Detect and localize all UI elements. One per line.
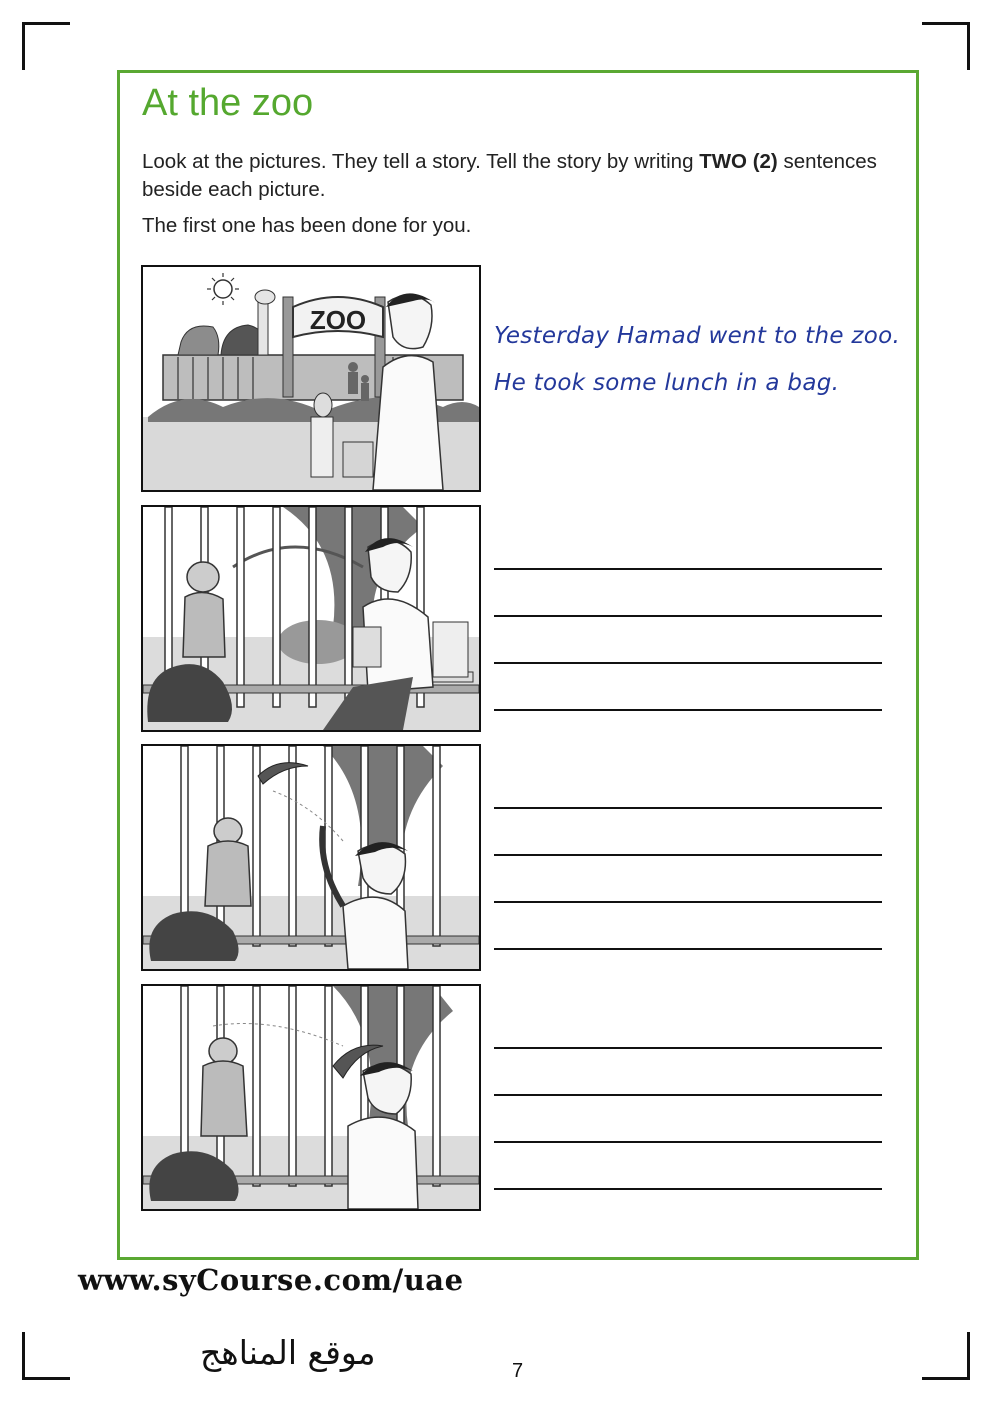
story-picture-3 bbox=[141, 744, 481, 971]
page-number: 7 bbox=[512, 1360, 524, 1382]
instruction-bold: TWO (2) bbox=[699, 150, 778, 173]
answer-line bbox=[494, 709, 882, 711]
example-note: The first one has been done for you. bbox=[142, 214, 472, 237]
answer-line bbox=[494, 568, 882, 570]
answer-line bbox=[494, 1141, 882, 1143]
story-picture-4 bbox=[141, 984, 481, 1211]
instruction-pre: Look at the pictures. They tell a story. Tell the story by writing bbox=[142, 150, 700, 173]
website-url: www.syCourse.com/uae bbox=[78, 1263, 464, 1297]
story-picture-1 bbox=[141, 265, 481, 492]
crop-mark-br-h bbox=[922, 1377, 970, 1380]
crop-mark-tl-h bbox=[22, 22, 70, 25]
arabic-site-name: موقع المناهج bbox=[200, 1333, 376, 1372]
answer-line bbox=[494, 1094, 882, 1096]
crop-mark-tr-h bbox=[922, 22, 970, 25]
crop-mark-br-v bbox=[967, 1332, 970, 1380]
instructions bbox=[142, 148, 882, 204]
page-title: At the zoo bbox=[142, 82, 314, 124]
story-picture-2 bbox=[141, 505, 481, 732]
answer-line bbox=[494, 854, 882, 856]
answer-line bbox=[494, 807, 882, 809]
crop-mark-bl-h bbox=[22, 1377, 70, 1380]
answer-line bbox=[494, 662, 882, 664]
answer-line bbox=[494, 948, 882, 950]
answer-line bbox=[494, 901, 882, 903]
crop-mark-tl-v bbox=[22, 22, 25, 70]
answer-line bbox=[494, 1047, 882, 1049]
answer-line bbox=[494, 615, 882, 617]
instruction-post: sentences beside each picture. bbox=[142, 150, 877, 201]
crop-mark-tr-v bbox=[967, 22, 970, 70]
answer-line bbox=[494, 1188, 882, 1190]
example-answer-line-1: Yesterday Hamad went to the zoo. bbox=[494, 323, 901, 349]
example-answer-line-2: He took some lunch in a bag. bbox=[494, 370, 840, 396]
zoo-sign-text: ZOO bbox=[309, 305, 367, 335]
crop-mark-bl-v bbox=[22, 1332, 25, 1380]
